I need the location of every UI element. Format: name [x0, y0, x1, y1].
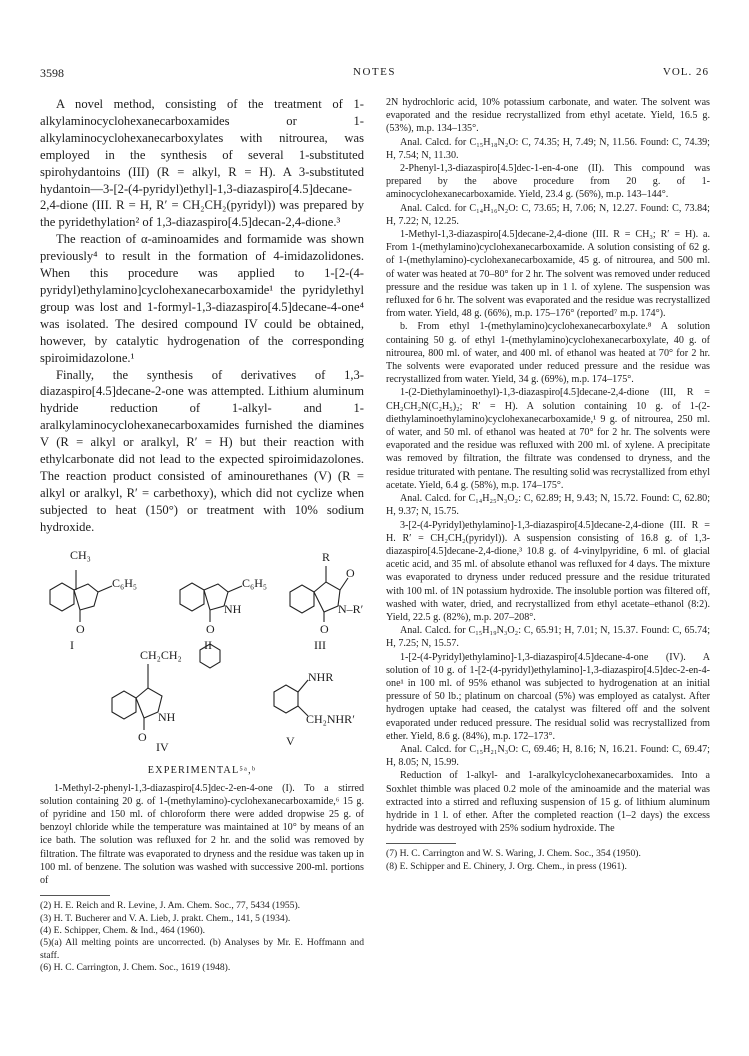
struct-I-label: I	[70, 637, 74, 652]
struct-IV-oxygen: O	[138, 729, 147, 744]
right-paragraph-2: 2-Phenyl-1,3-diazaspiro[4.5]dec-1-en-4-one (II). This compound was prepared by the above procedure from 20 g. of 1-aminocyclohexanecarboxamide. Yield, 23.4 g. (56%), m.p. 143–144°.	[386, 163, 710, 201]
struct-II-label: II	[204, 637, 212, 652]
footnote-rule	[40, 895, 110, 896]
struct-III-oxygen: O	[320, 621, 329, 636]
struct-V-nhr: NHR	[308, 669, 334, 684]
right-column	[386, 96, 710, 873]
right-paragraph-3: 1-Methyl-1,3-diazaspiro[4.5]decane-2,4-dione (III. R = CH₃; R′ = H). a. From 1-(methylamino)cyclohexanecarboxamide. A solution consisting of 62 g. of 1-(methylamino)-cyclohexanecarboxamide, 45 g. of nitrourea, and 500 ml. of water was heated at 70–80° for 2 hr. The solvent was removed under reduced pressure and the residue was taken up in 1 l. of xylene. The suspension was refluxed for 6 hr. The solvent was evaporated and the residue was recrystallized from water. Yield, 48 g. (66%), m.p. 175–176° (reported⁷ m.p. 174°).	[386, 229, 710, 320]
struct-III-oxygen-top: O	[346, 565, 355, 580]
struct-I-oxygen: O	[76, 621, 85, 636]
struct-II-oxygen: O	[206, 621, 215, 636]
chemical-structures-figure	[40, 540, 364, 755]
volume-label: VOL. 26	[662, 66, 709, 78]
struct-III-label: III	[314, 637, 326, 652]
footnote-rule-right	[386, 843, 456, 844]
footnote-5: (5)(a) All melting points are uncorrected. (b) Analyses by Mr. E. Hoffmann and staff.	[40, 937, 364, 961]
structure-III-ring	[314, 582, 340, 612]
structure-I-cyclohexane	[50, 583, 74, 611]
footnote-3: (3) H. T. Bucherer and V. A. Lieb, J. prakt. Chem., 141, 5 (1934).	[40, 912, 291, 924]
structure-I-ring	[74, 584, 98, 610]
right-analysis-3: Anal. Calcd. for C₁₄H₂₅N₃O₂: C, 62.89; H, 9.43; N, 15.72. Found: C, 62.80; H, 9.37; N, 15.75.	[386, 493, 710, 518]
footnote-6: (6) H. C. Carrington, J. Chem. Soc., 1619 (1948).	[40, 962, 231, 974]
struct-IV-nh: NH	[158, 709, 176, 724]
structure-III-cyclohexane	[290, 585, 314, 613]
struct-V-ch2nhr: CH₂NHR′	[306, 711, 355, 726]
struct-I-ch3: CH₃	[70, 547, 91, 562]
right-analysis-4: Anal. Calcd. for C₁₅H₁₉N₃O₂: C, 65.91; H, 7.01; N, 15.37. Found: C, 65.74; H, 7.25; N, 15.57.	[386, 625, 710, 650]
right-paragraph-7: 1-[2-(4-Pyridyl)ethylamino]-1,3-diazaspiro[4.5]decane-4-one (IV). A solution of 10 g. of 1-[2-(4-pyridyl)ethylamino]-1,3-diazaspiro[4.5]dec-2-en-4-one¹ in 100 ml. of 95% ethanol was subjected to hydrogenation at an initial pressure of 50 lb.; platinum on charcoal (5%) was employed as catalyst. After hydrogen uptake had ceased, the catalyst was filtered off and the solvent evaporated under reduced pressure. The residual solid was recrystallized from ether. Yield, 8.6 g. (84%), m.p. 172–173°.	[386, 651, 710, 742]
right-analysis-2: Anal. Calcd. for C₁₄H₁₆N₂O: C, 73.65; H, 7.06; N, 12.27. Found: C, 73.84; H, 7.22; N, 12.25.	[386, 202, 710, 227]
intro-paragraph-2: The reaction of α-aminoamides and formamide was shown previously⁴ to result in the formation of 4-imidazolidones. When this procedure was applied to 1-[2-(4-pyridyl)ethylamino]cyclohexanecarboxamide¹ the pyridylethyl group was lost and 1-formyl-1,3-diazaspiro[4.5]decane-4-one⁴ was isolated. The desired compound IV could be obtained, however, by catalytic hydrogenation of the corresponding spiroimidazolone.¹	[40, 232, 364, 365]
right-analysis-1: Anal. Calcd. for C₁₅H₁₈N₂O: C, 74.35; H, 7.49; N, 11.56. Found: C, 74.39; H, 7.54; N, 11.30.	[386, 136, 710, 161]
struct-IV-ch2ch2: CH₂CH₂	[140, 647, 182, 662]
right-paragraph-4: b. From ethyl 1-(methylamino)cyclohexanecarboxylate.⁸ A solution containing 50 g. of ethyl 1-(methylamino)cyclohexanecarboxylate, 40 g. of nitrourea, 800 ml. of water, and 400 ml. of ethanol was heated at 70° for 2 hr. The solvents were evaporated under reduced pressure and the residue was recrystallized from water. Yield, 34 g. (69%), m.p. 174–175°.	[386, 321, 710, 386]
right-analysis-5: Anal. Calcd. for C₁₅H₂₁N₃O: C, 69.46; H, 8.16; N, 16.21. Found: C, 69.47; H, 8.05; N, 15.99.	[386, 743, 710, 769]
left-column	[40, 96, 364, 975]
intro-paragraph-1: A novel method, consisting of the treatment of 1-alkylaminocyclohexanecarboxamides or 1-alkylaminocyclohexanecarboxylates with nitrourea, was employed in the synthesis of several 1-substituted spirohydantoins (III) (R = alkyl, R = H). A 3-substituted hydantoin—3-[2-(4-pyridyl)ethyl]-1,3-diazaspiro[4.5]decane-2,4-dione (III. R = H, R′ = CH₂CH₂(pyridyl)) was prepared by the pyridethylation² of 1,3-diazaspiro[4.5]decan-2,4-dione.³	[40, 97, 364, 230]
struct-II-nh: NH	[224, 601, 242, 616]
struct-III-nr: N–R′	[338, 601, 364, 616]
structure-IV-cyclohexane	[112, 691, 136, 719]
experimental-paragraph-1: 1-Methyl-2-phenyl-1,3-diazaspiro[4.5]dec-2-en-4-one (I). To a stirred solution containing 20 g. of 1-(methylamino)-cyclohexanecarboxamide,⁶ 15 g. of pyridine and 150 ml. of chloroform there were added dropwise 25 g. of benzoyl chloride while the temperature was maintained at 10° by means of an ice bath. The solution was refluxed for 2 hr. and the solid was removed by filtration. The filtrate was evaporated to dryness and the residue was taken up in 100 ml. of benzene. The solution was washed with successive 200-ml. portions of	[40, 782, 364, 886]
page-header	[40, 66, 709, 82]
struct-II-c6h5: C₆H₅	[242, 575, 268, 590]
structure-II-cyclohexane	[180, 583, 204, 611]
right-paragraph-8: Reduction of 1-alkyl- and 1-aralkylcyclohexanecarboxamides. Into a Soxhlet thimble was placed 0.2 mole of the aminoamide and the material was extracted into a stirred and refluxing suspension of 15 g. of lithium aluminum hydride in 1 l. of ether. After the completed reaction (1–2 days) the excess hydride was destroyed with 25% sodium hydroxide. The	[386, 770, 710, 835]
structure-V-cyclohexane	[274, 685, 298, 713]
footnote-4: (4) E. Schipper, Chem. & Ind., 464 (1960).	[40, 925, 206, 936]
intro-paragraph-3: Finally, the synthesis of derivatives of 1,3-diazaspiro[4.5]decane-2-one was attempted. Lithium aluminum hydride reduction of 1-alkyl- and 1-aralkylaminocyclohexanecarboxamides furnished the diamines V (R = alkyl or aralkyl, R′ = H) but their reaction with ethylcarbonate did not lead to the expected spiroimidazolones. The reaction product consisted of aminourethanes (V) (R = alkyl or aralkyl, R′ = carbethoxy), which did not cyclize when subjected to heat (150°) or treatment with 10% sodium hydroxide.	[40, 367, 364, 534]
right-paragraph-5: 1-(2-Diethylaminoethyl)-1,3-diazaspiro[4.5]decane-2,4-dione (III, R = CH₂CH₂N(C₂H₅)₂; R′ = H). A solution containing 10 g. of 1-(2-diethylaminoethylamino)cyclohexanecarboxamide,¹ 9 g. of nitrourea, 250 ml. of water, and 50 ml. of ethanol was heated at 70° for 2 hr. The solvents were evaporated and the residue was refluxed with 200 ml. of xylene. A precipitate was removed by filtration, the filtrate was condensed to dryness, and the residue triturated with pentane. The resulting solid was recrystallized from ethyl acetate. Yield, 6.4 g. (58%), m.p. 174–175°.	[386, 387, 710, 491]
page-number: 3598	[40, 66, 64, 80]
right-paragraph-1: 2N hydrochloric acid, 10% potassium carbonate, and water. The solvent was evaporated and the residue recrystallized from ethyl acetate. Yield, 16.5 g. (53%), m.p. 134–135°.	[386, 97, 710, 135]
footnote-7: (7) H. C. Carrington and W. S. Waring, J. Chem. Soc., 354 (1950).	[386, 848, 641, 860]
struct-I-c6h5: C₆H₅	[112, 575, 138, 590]
experimental-heading: EXPERIMENTAL⁵ᵃ,ᵇ	[147, 764, 257, 776]
struct-III-r: R	[322, 549, 331, 564]
footnote-2: (2) H. E. Reich and R. Levine, J. Am. Chem. Soc., 77, 5434 (1955).	[40, 900, 301, 912]
struct-IV-label: IV	[156, 739, 169, 754]
running-head: NOTES	[353, 66, 396, 78]
footnote-8: (8) E. Schipper and E. Chinery, J. Org. Chem., in press (1961).	[386, 860, 627, 872]
struct-V-label: V	[286, 733, 295, 748]
right-paragraph-6: 3-[2-(4-Pyridyl)ethylamino]-1,3-diazaspiro[4.5]decane-2,4-dione (III. R = H. R′ = CH₂CH₂(pyridyl)). A suspension consisting of 16.8 g. of 1,3-diazaspiro[4.5]decane-2,4-dione,³ 10.8 g. of 4-vinylpyridine, 6 ml. of glacial acetic acid, and 35 ml. of absolute ethanol was refluxed for 4 days. The mixture was evaporated to dryness under reduced pressure and the residue triturated with 100 ml. of 1N potassium hydroxide. The insoluble portion was filtered off, washed with water, dried, and recrystallized from ethyl acetate–ethanol (8:2). Yield, 22.5 g. (82%), m.p. 207–208°.	[386, 519, 710, 623]
